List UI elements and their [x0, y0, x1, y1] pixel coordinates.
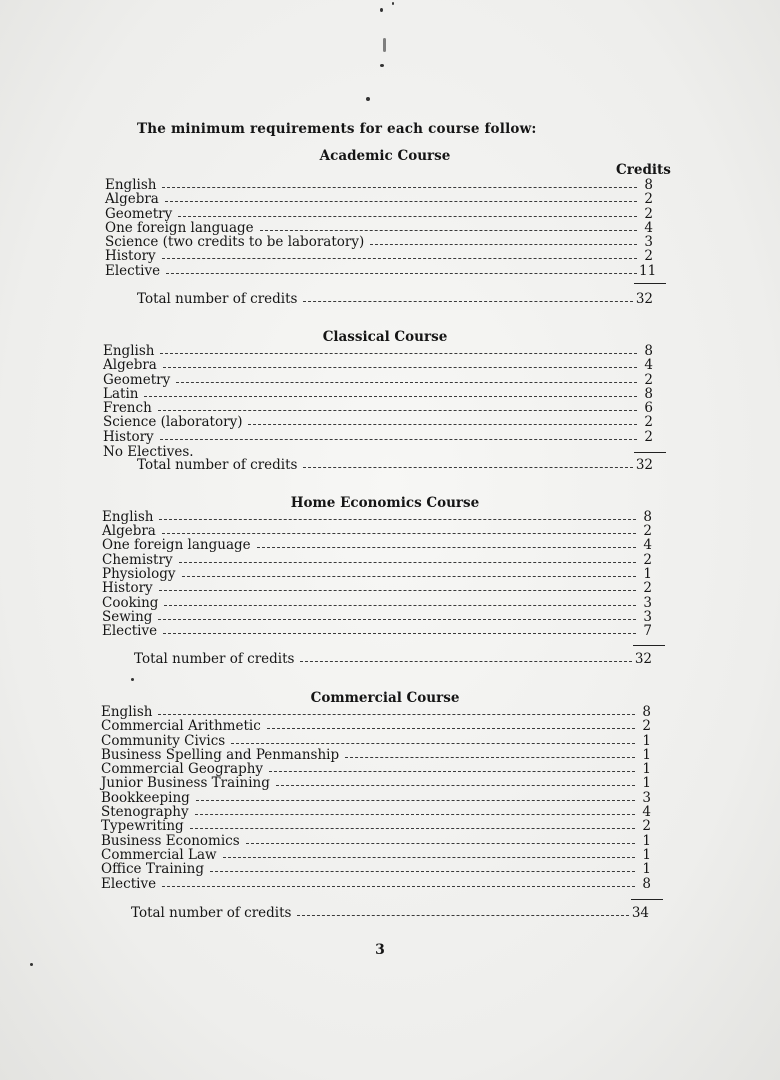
subject-row [102, 553, 652, 567]
subject-credits: 7 [643, 623, 652, 639]
subject-row [101, 719, 651, 733]
dot-leader [144, 396, 637, 397]
dot-leader [162, 533, 636, 534]
subject-credits: 2 [644, 191, 653, 207]
dot-leader [345, 757, 635, 758]
subject-credits: 1 [642, 733, 651, 749]
subject-name: Bookkeeping [101, 790, 190, 806]
ink-speck [366, 97, 370, 101]
subject-name: Business Spelling and Penmanship [101, 747, 340, 763]
dot-leader [190, 828, 635, 829]
subject-name: English [101, 704, 153, 720]
dot-leader [195, 814, 635, 815]
ink-speck [383, 38, 386, 52]
dot-leader [178, 216, 637, 217]
total-value: 32 [635, 457, 653, 473]
subject-row [101, 776, 651, 790]
subject-credits: 2 [644, 206, 653, 222]
subject-name: Geometry [103, 372, 171, 388]
total-value: 32 [634, 651, 652, 667]
subject-name: Chemistry [102, 552, 173, 568]
subject-name: English [103, 343, 155, 359]
subject-name: Commercial Geography [101, 761, 264, 777]
subject-credits: 4 [642, 804, 651, 820]
subject-row [103, 415, 653, 429]
dot-leader [165, 201, 637, 202]
subject-row [101, 877, 651, 891]
dot-leader [210, 871, 635, 872]
subject-credits: 2 [644, 429, 653, 445]
subject-name: Commercial Law [101, 847, 217, 863]
total-value: 32 [635, 291, 653, 307]
dot-leader [162, 258, 637, 259]
subject-credits: 2 [642, 818, 651, 834]
subject-credits: 1 [642, 847, 651, 863]
dot-leader [248, 424, 637, 425]
dot-leader [300, 661, 632, 662]
subject-credits: 4 [644, 357, 653, 373]
course-title-academic: Academic Course [319, 148, 451, 164]
subject-name: Elective [105, 263, 161, 279]
subject-credits: 11 [639, 263, 657, 279]
dot-leader [297, 915, 629, 916]
dot-leader [276, 785, 635, 786]
subject-row [105, 235, 653, 249]
subject-row [105, 178, 653, 192]
dot-leader [182, 576, 637, 577]
subject-row [105, 192, 653, 206]
subject-credits: 2 [644, 372, 653, 388]
subject-row [103, 344, 653, 358]
dot-leader [303, 301, 633, 302]
subject-name: Physiology [102, 566, 176, 582]
dot-leader [158, 410, 637, 411]
subject-name: Elective [102, 623, 158, 639]
subject-name: One foreign language [102, 537, 251, 553]
dot-leader [176, 382, 637, 383]
subject-credits: 2 [643, 552, 652, 568]
subject-credits: 1 [642, 775, 651, 791]
subject-name: English [105, 177, 157, 193]
subject-name: Algebra [103, 357, 157, 373]
subject-name: Elective [101, 876, 157, 892]
subject-credits: 8 [642, 876, 651, 892]
course-title-commercial: Commercial Course [310, 690, 460, 706]
dot-leader [163, 367, 637, 368]
subject-row [105, 249, 653, 263]
dot-leader [223, 857, 635, 858]
total-label: Total number of credits [137, 291, 298, 307]
subject-name: Science (laboratory) [103, 414, 243, 430]
dot-leader [246, 843, 635, 844]
sum-rule [634, 283, 666, 284]
subject-name: Community Civics [101, 733, 226, 749]
dot-leader [166, 273, 637, 274]
dot-leader [303, 467, 633, 468]
dot-leader [162, 187, 637, 188]
subject-credits: 8 [644, 386, 653, 402]
course-note: No Electives. [103, 444, 194, 460]
subject-name: History [103, 429, 154, 445]
subject-name: French [103, 400, 152, 416]
subject-name: Junior Business Training [101, 775, 270, 791]
subject-credits: 2 [643, 523, 652, 539]
subject-row [102, 624, 652, 638]
subject-row [102, 610, 652, 624]
subject-name: History [102, 580, 153, 596]
subject-name: Business Economics [101, 833, 240, 849]
subject-row [103, 358, 653, 372]
total-row-classical [137, 458, 653, 473]
subject-row [102, 510, 652, 524]
subject-credits: 2 [643, 580, 652, 596]
dot-leader [370, 244, 637, 245]
subject-credits: 3 [642, 790, 651, 806]
total-label: Total number of credits [134, 651, 295, 667]
dot-leader [158, 714, 635, 715]
subject-row [103, 373, 653, 387]
subject-credits: 2 [642, 718, 651, 734]
subject-name: Latin [103, 386, 139, 402]
subject-row [103, 387, 653, 401]
subject-credits: 8 [644, 343, 653, 359]
subject-credits: 1 [642, 747, 651, 763]
subject-name: Commercial Arithmetic [101, 718, 261, 734]
subject-row [102, 567, 652, 581]
dot-leader [162, 886, 635, 887]
ink-speck [380, 64, 384, 67]
subject-credits: 3 [643, 595, 652, 611]
dot-leader [158, 619, 636, 620]
subject-name: Geometry [105, 206, 173, 222]
dot-leader [260, 230, 637, 231]
subject-credits: 1 [642, 861, 651, 877]
dot-leader [231, 743, 635, 744]
dot-leader [160, 353, 637, 354]
sum-rule [634, 452, 666, 453]
page-number: 3 [375, 942, 385, 958]
subject-name: Typewriting [101, 818, 184, 834]
total-row-academic [137, 292, 653, 307]
subject-credits: 4 [644, 220, 653, 236]
subject-credits: 1 [643, 566, 652, 582]
subject-name: One foreign language [105, 220, 254, 236]
subject-name: Algebra [105, 191, 159, 207]
subject-name: English [102, 509, 154, 525]
ink-speck [30, 963, 33, 966]
dot-leader [159, 590, 636, 591]
total-label: Total number of credits [137, 457, 298, 473]
ink-speck [131, 678, 134, 681]
subject-credits: 8 [643, 509, 652, 525]
subject-name: Office Training [101, 861, 204, 877]
course-title-home-economics: Home Economics Course [290, 495, 480, 511]
subject-credits: 3 [644, 234, 653, 250]
subject-name: Science (two credits to be laboratory) [105, 234, 365, 250]
subject-row [101, 862, 651, 876]
subject-credits: 8 [644, 177, 653, 193]
subject-row [102, 538, 652, 552]
dot-leader [179, 562, 636, 563]
dot-leader [257, 547, 636, 548]
total-value: 34 [631, 905, 649, 921]
subject-name: History [105, 248, 156, 264]
subject-name: Sewing [102, 609, 153, 625]
dot-leader [269, 771, 635, 772]
subject-credits: 2 [644, 248, 653, 264]
sum-rule [631, 899, 663, 900]
subject-row [102, 581, 652, 595]
subject-name: Algebra [102, 523, 156, 539]
dot-leader [267, 728, 635, 729]
course-title-classical: Classical Course [322, 329, 448, 345]
ink-speck [392, 2, 394, 5]
credits-column-header: Credits [616, 162, 671, 178]
subject-credits: 6 [644, 400, 653, 416]
total-row-commercial [131, 906, 649, 921]
sum-rule [633, 645, 665, 646]
subject-name: Cooking [102, 595, 159, 611]
subject-credits: 1 [642, 833, 651, 849]
dot-leader [164, 605, 636, 606]
total-row-home-economics [134, 652, 652, 667]
intro-text: The minimum requirements for each course follow: [137, 121, 537, 137]
subject-name: Stenography [101, 804, 189, 820]
subject-row [105, 263, 657, 279]
subject-credits: 2 [644, 414, 653, 430]
ink-speck [380, 8, 383, 12]
subject-credits: 8 [642, 704, 651, 720]
subject-credits: 3 [643, 609, 652, 625]
subject-row [102, 596, 652, 610]
subject-row [101, 819, 651, 833]
subject-credits: 4 [643, 537, 652, 553]
total-label: Total number of credits [131, 905, 292, 921]
dot-leader [163, 633, 636, 634]
dot-leader [159, 519, 636, 520]
dot-leader [196, 800, 635, 801]
subject-row [103, 430, 653, 444]
subject-credits: 1 [642, 761, 651, 777]
dot-leader [160, 439, 637, 440]
